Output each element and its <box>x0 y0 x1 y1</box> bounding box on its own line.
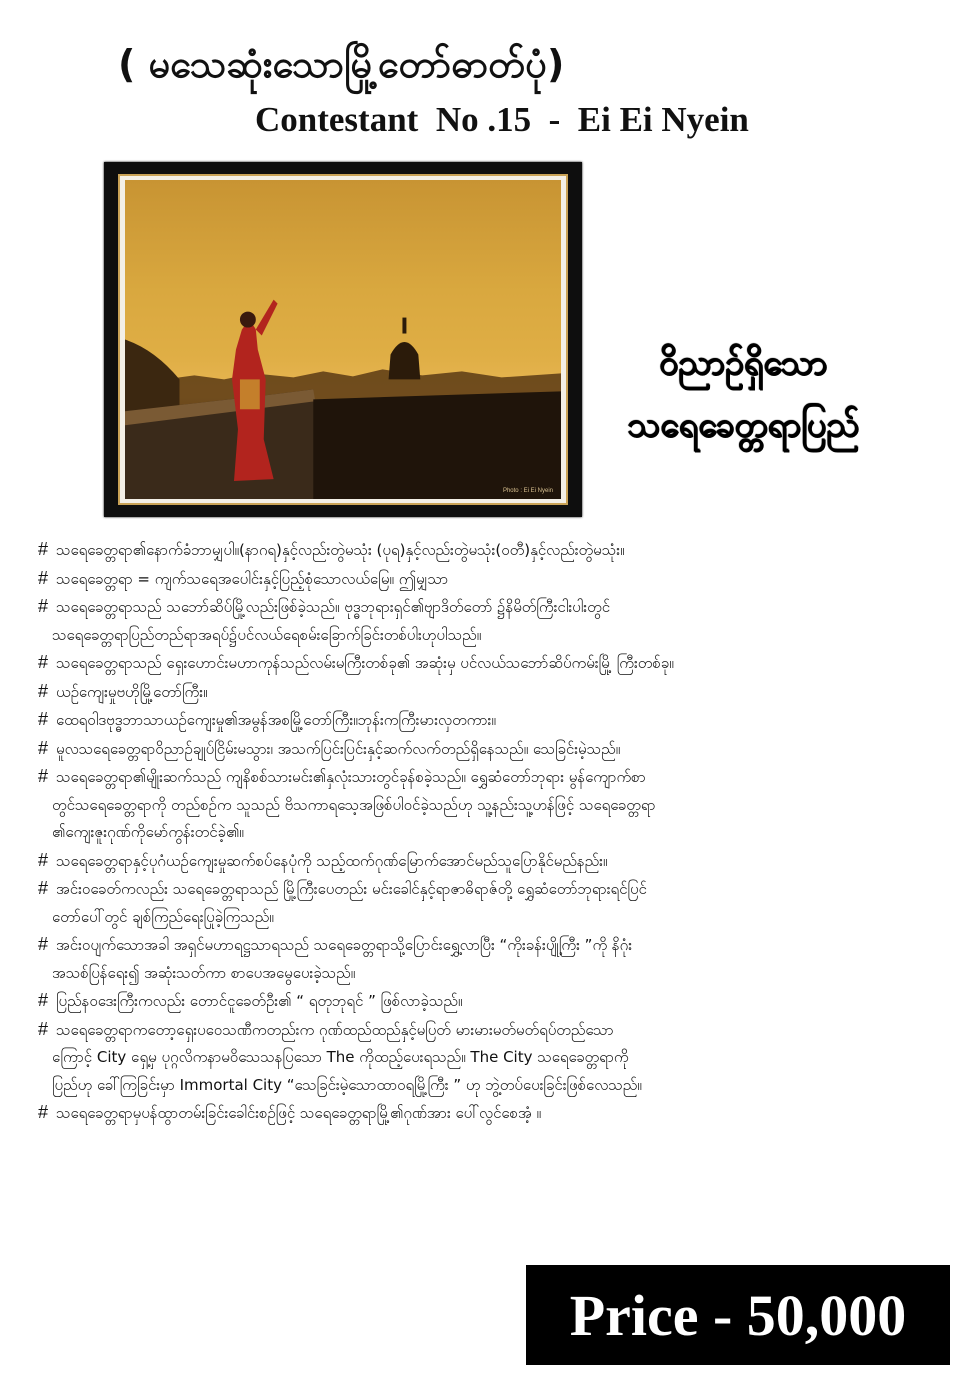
paragraph-line <box>38 931 918 960</box>
paragraph-line <box>38 1099 918 1128</box>
paragraph-line <box>38 536 918 565</box>
paragraph-text: အင်းဝပျက်သောအခါ အရှင်မဟာရဋ္ဌသာရသည် သရေခေတ္တရာသို့ပြောင်းရွှေ့လာပြီး “ကိုးခန်းပျို့ကြီး ”ကို နိဂုံး <box>56 936 633 954</box>
bullet-paragraph <box>38 1016 918 1100</box>
hash-bullet: # <box>38 1018 49 1039</box>
paragraph-text: ပြည်နဝဒေးကြီးကလည်း တောင်ငူခေတ်ဦး၏ “ ရတုဘုရင် ” ဖြစ်လာခဲ့သည်။ <box>56 992 463 1010</box>
hash-bullet: # <box>38 652 49 672</box>
paragraph-line <box>38 987 918 1016</box>
paragraph-text: ပြည်ဟု ခေါ်ကြခြင်းမှာ Immortal City “သေခြင်းမဲ့သောထာဝရမြို့ကြီး ” ဟု ဘွဲ့တပ်ပေးခြင်းဖြစ်လေသည်။ <box>52 1075 642 1094</box>
ground <box>313 391 561 499</box>
bullet-paragraph <box>38 565 918 594</box>
paragraph-text: ကြောင့် City ရှေ့မှ ပုဂ္ဂလိကနာမဝိသေသနပြသော The ကိုထည့်ပေးရသည်။ The City သရေခေတ္တရာကို <box>52 1048 629 1066</box>
dancer-arm <box>256 300 278 336</box>
paragraph-line <box>38 706 918 735</box>
paragraph-line <box>38 565 918 594</box>
bullet-paragraph <box>38 706 918 735</box>
dancer-sash <box>240 379 260 409</box>
paragraph-text: သရေခေတ္တရာပြည်တည်ရာအရပ်၌ပင်လယ်ရေစမ်းခြောက်ခြင်းတစ်ပါးဟုပါသည်။ <box>52 625 482 644</box>
price-box <box>526 1265 950 1365</box>
sunset-photo <box>125 180 561 499</box>
hash-bullet: # <box>38 934 49 954</box>
hash-bullet: # <box>38 766 49 786</box>
paragraph-text: အသစ်ပြန်ရေး၍ အဆုံးသတ်ကာ စာပေအမွေပေးခဲ့သည်။ <box>52 963 356 982</box>
paragraph-line <box>38 819 918 847</box>
hash-bullet: # <box>38 878 49 898</box>
paragraph-text: မူလသရေခေတ္တရာဝိညာဉ်ချုပ်ငြိမ်းမသွား၊ အသက်ပြင်းပြင်းနှင့်ဆက်လက်တည်ရှိနေသည်။ သေခြင်းမဲ့သည်။ <box>56 739 621 758</box>
price-label: Price - 50,000 <box>569 1282 907 1348</box>
contestant-title: Contestant No .15 - Ei Ei Nyein <box>255 100 749 139</box>
paragraph-line <box>38 792 918 820</box>
bullet-paragraph <box>38 875 918 931</box>
bullet-paragraph <box>38 931 918 987</box>
paragraph-line <box>38 1072 918 1100</box>
paragraph-line <box>38 1044 918 1072</box>
paragraph-line <box>38 1016 918 1045</box>
paragraph-line <box>38 763 918 792</box>
bullet-paragraph <box>38 649 918 678</box>
paragraph-text: သရေခေတ္တရာသည် သဘော်ဆိပ်မြို့လည်းဖြစ်ခဲ့သည်။ ဗုဒ္ဓဘုရားရှင်၏ဗျာဒိတ်တော် ၌နိမိတ်ကြီးငါးပါးတွင် <box>56 598 611 616</box>
paragraph-line <box>38 735 918 764</box>
framed-photo <box>104 162 582 517</box>
bullet-paragraph <box>38 847 918 876</box>
paragraph-text: တော်ပေါ်တွင် ချစ်ကြည်ရေးပြုခဲ့ကြသည်။ <box>52 907 274 926</box>
photo-credit: Photo : Ei Ei Nyein <box>502 488 553 494</box>
bullet-paragraph <box>38 593 918 649</box>
bullet-paragraph <box>38 735 918 764</box>
bullet-paragraph <box>38 987 918 1016</box>
hash-bullet: # <box>38 709 49 729</box>
paragraph-line <box>38 904 918 932</box>
hash-bullet: # <box>38 680 49 701</box>
paragraph-line <box>38 593 918 622</box>
hash-bullet: # <box>38 737 49 758</box>
paragraph-line <box>38 875 918 904</box>
paragraph-text: တွင်သရေခေတ္တရာကို တည်စဉ်က သူသည် ဗိသကာရသေ့အဖြစ်ပါဝင်ခဲ့သည်ဟု သူ့နည်းသူ့ဟန်ဖြင့် သရေခေတ္တရာ <box>52 795 656 814</box>
bullet-paragraph <box>38 536 918 565</box>
paragraph-text: ယဉ်ကျေးမှုဗဟိုမြို့တော်ကြီး။ <box>56 682 208 701</box>
paragraph-text: သရေခေတ္တရာကတော့ရှေးပဝေသဏီကတည်းက ဂုဏ်ထည်ထည်နှင့်မပြတ် မားမားမတ်မတ်ရပ်တည်သော <box>56 1020 614 1039</box>
bullet-paragraph <box>38 678 918 707</box>
page-title-myanmar: ( မသေဆုံးသောမြို့တော်ဓာတ်ပုံ) <box>118 42 565 86</box>
paragraph-line <box>38 649 918 678</box>
paragraph-text: သရေခေတ္တရာမှပန်ထွာတမ်းခြင်းခေါင်းစဉ်ဖြင့် သရေခေတ္တရာမြို့၏ဂုဏ်အား ပေါ်လွင်စေအံ့ ။ <box>56 1104 542 1122</box>
bullet-paragraph <box>38 1099 918 1128</box>
bullet-paragraph <box>38 763 918 847</box>
paragraph-text: ထေရဝါဒဗုဒ္ဓဘာသာယဉ်ကျေးမှု၏အမွန်အစမြို့တော်ကြီး။ဘုန်းကကြီးမားလှတကား။ <box>56 711 496 729</box>
hash-bullet: # <box>38 539 49 559</box>
paragraph-text: အင်းဝခေတ်ကလည်း သရေခေတ္တရာသည် မြို့ကြီးပေတည်း မင်းခေါင်နှင့်ရာဇာဓိရာဇ်တို့ ရွှေဆံတော်ဘုရားရင်ပြင် <box>56 880 647 898</box>
paragraph-line <box>38 847 918 876</box>
pagoda-silhouette <box>389 342 421 379</box>
hash-bullet: # <box>38 990 49 1010</box>
paragraph-text: ၏ကျေးဇူးဂုဏ်ကိုမော်ကွန်းတင်ခဲ့၏။ <box>52 823 244 841</box>
paragraph-text: သရေခေတ္တရာ၏မျိုးဆက်သည် ကျနိစစ်သားမင်း၏နှလုံးသားတွင်ခုန်စခဲ့သည်။ ရွှေဆံတော်ဘုရား မွန်ကျောက်စာ <box>56 768 646 786</box>
pagoda-spire <box>402 318 406 334</box>
photo-mat <box>118 174 568 505</box>
paragraph-line <box>38 678 918 707</box>
side-title-line-2: သရေခေတ္တရာပြည် <box>627 405 859 445</box>
hash-bullet: # <box>38 849 49 870</box>
side-title-line-1: ဝိညာဉ်ရှိသော <box>658 343 828 383</box>
dancer-head <box>240 312 256 328</box>
hash-bullet: # <box>38 1102 49 1122</box>
hash-bullet: # <box>38 596 49 616</box>
paragraph-text: သရေခေတ္တရာနှင့်ပုဂံယဉ်ကျေးမှုဆက်စပ်နေပုံကို သည့်ထက်ဂုဏ်မြောက်အောင်မည်သူပြောနိုင်မည်နည်း။ <box>56 851 608 870</box>
paragraph-text: သရေခေတ္တရာ၏နောက်ခံဘာမျှပါ။(နာဂရ)နှင့်လည်းတွဲမသုံး (ပုရ)နှင့်လည်းတွဲမသုံး(ဝတီ)နှင့်လည်းတွဲမသုံး။ <box>56 541 625 559</box>
paragraph-text: သရေခေတ္တရာ = ကျက်သရေအပေါင်းနှင့်ပြည့်စုံသောလယ်မြေ။ ဤမျှသာ <box>56 569 449 588</box>
paragraph-text: သရေခေတ္တရာသည် ရှေးဟောင်းမဟာကုန်သည်လမ်းမကြီးတစ်ခု၏ အဆုံးမှ ပင်လယ်သဘော်ဆိပ်ကမ်းမြို့ ကြီးတစ်ခု။ <box>56 654 674 672</box>
paragraph-line <box>38 622 918 650</box>
photo-scene <box>125 180 561 499</box>
hash-bullet: # <box>38 567 49 588</box>
body-text <box>38 536 918 1128</box>
paragraph-line <box>38 960 918 988</box>
